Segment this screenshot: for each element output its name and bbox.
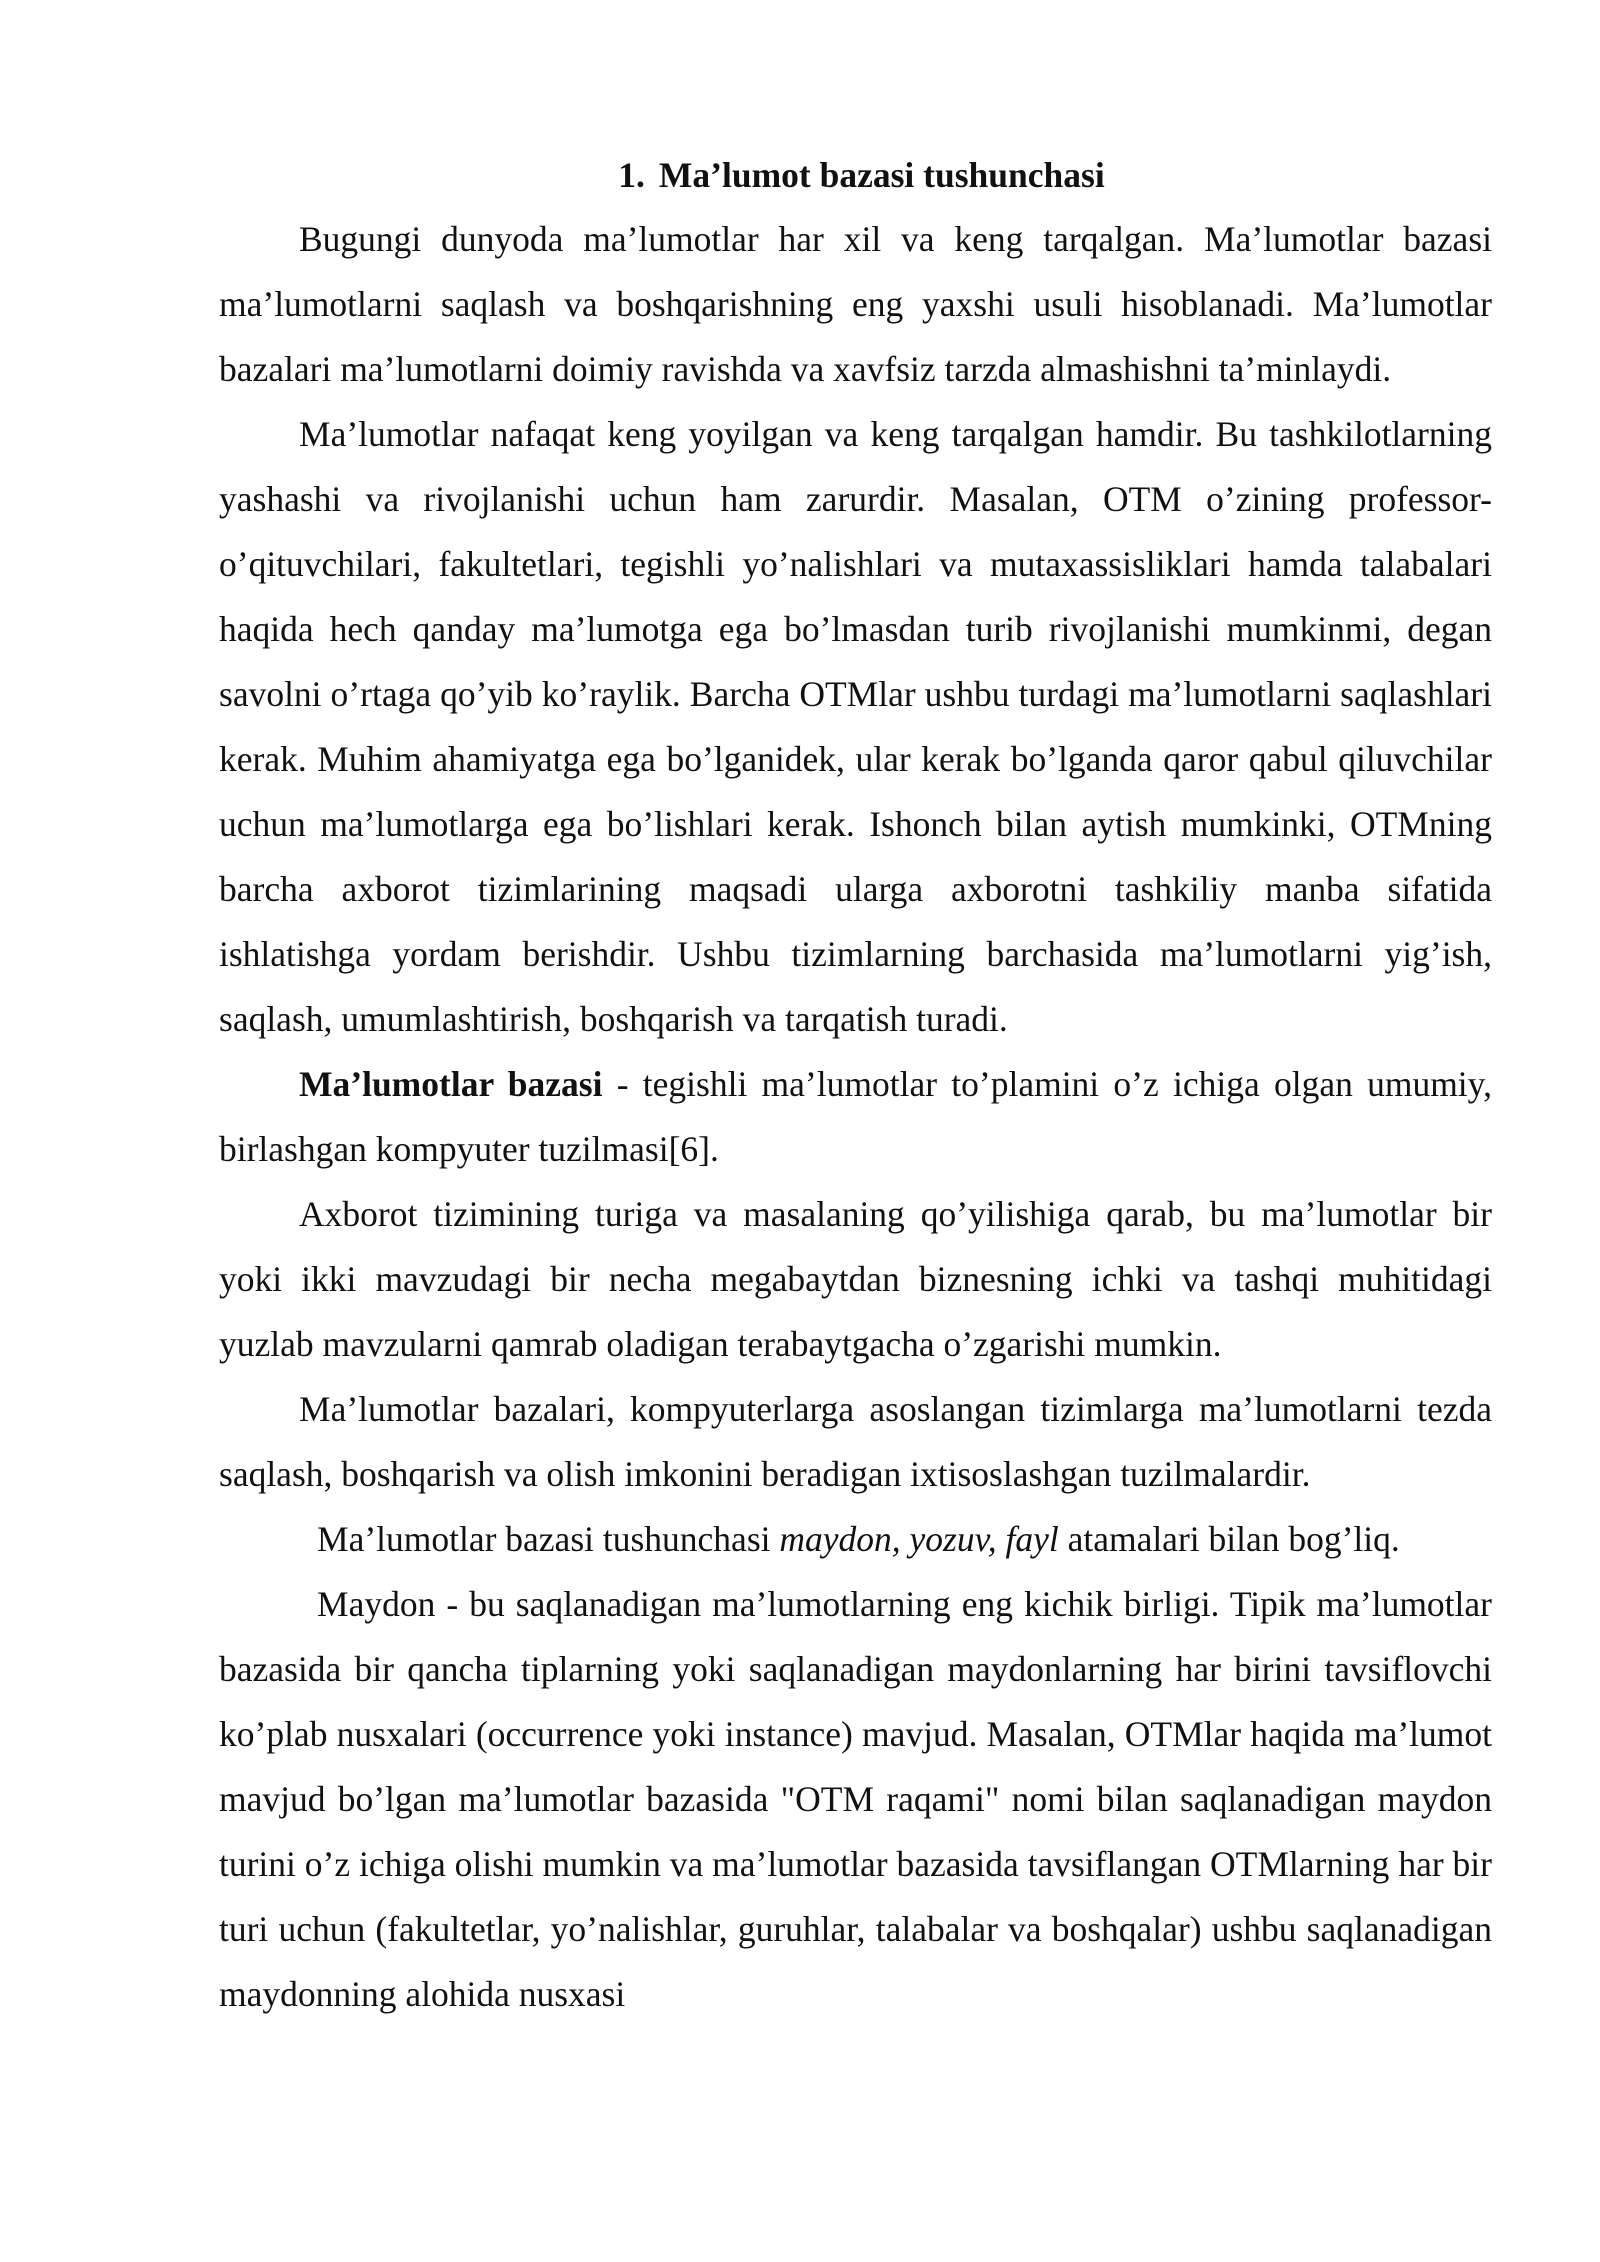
paragraph-field: Maydon - bu saqlanadigan ma’lumotlarning eng kichik birligi. Tipik ma’lumotlar bazasida bir qancha tiplarning yoki saqlanadigan maydonlarning har birini tavsiflovchi ko’plab nusxalari (occurrence yoki instance) mavjud. Masalan, OTMlar haqida ma’lumot mavjud bo’lgan ma’lumotlar bazasida "OTM raqami" nomi bilan saqlanadigan maydon turini o’z ichiga olishi mumkin va ma’lumotlar bazasida tavsiflangan OTMlarning har bir turi uchun (fakultetlar, yo’nalishlar, guruhlar, talabalar va boshqalar) ushbu saqlanadigan maydonning alohida nusxasi (219, 1584, 1492, 2014)
definition-term: Ma’lumotlar bazasi (299, 1064, 603, 1104)
paragraph-intro: Bugungi dunyoda ma’lumotlar har xil va keng tarqalgan. Ma’lumotlar bazasi ma’lumotlarni saqlash va boshqarishning eng yaxshi usuli hisoblanadi. Ma’lumotlar bazalari ma’lumotlarni doimiy ravishda va xavfsiz tarzda almashishni ta’minlaydi. (219, 219, 1492, 389)
paragraph-terms (219, 1507, 1492, 1572)
terms-italic: maydon, yozuv, fayl (779, 1519, 1059, 1559)
paragraph-definition (219, 1052, 1492, 1182)
section-heading (219, 147, 1492, 207)
paragraph-importance: Ma’lumotlar nafaqat keng yoyilgan va keng tarqalgan hamdir. Bu tashkilotlarning yashashi va rivojlanishi uchun ham zarurdir. Masalan, OTM o’zining professor-o’qituvchilari, fakultetlari, tegishli yo’nalishlari va mutaxassisliklari hamda talabalari haqida hech qanday ma’lumotga ega bo’lmasdan turib rivojlanishi mumkinmi, degan savolni o’rtaga qo’yib ko’raylik. Barcha OTMlar ushbu turdagi ma’lumotlarni saqlashlari kerak. Muhim ahamiyatga ega bo’lganidek, ular kerak bo’lganda qaror qabul qiluvchilar uchun ma’lumotlarga ega bo’lishlari kerak. Ishonch bilan aytish mumkinki, OTMning barcha axborot tizimlarining maqsadi ularga axborotni tashkiliy manba sifatida ishlatishga yordam berishdir. Ushbu tizimlarning barchasida ma’lumotlarni yig’ish, saqlash, umumlashtirish, boshqarish va tarqatish turadi. (219, 414, 1492, 1039)
section-number: 1. (618, 155, 645, 195)
section-title: Ma’lumot bazasi tushunchasi (658, 155, 1105, 195)
terms-text-after: atamalari bilan bog’liq. (1058, 1519, 1400, 1559)
paragraph-structures: Ma’lumotlar bazalari, kompyuterlarga asoslangan tizimlarga ma’lumotlarni tezda saqlash, boshqarish va olish imkonini beradigan ixtisoslashgan tuzilmalardir. (219, 1389, 1492, 1494)
paragraph-size: Axborot tizimining turiga va masalaning qo’yilishiga qarab, bu ma’lumotlar bir yoki ikki mavzudagi bir necha megabaytdan biznesning ichki va tashqi muhitidagi yuzlab mavzularni qamrab oladigan terabaytgacha o’zgarishi mumkin. (219, 1194, 1492, 1364)
terms-text-before: Ma’lumotlar bazasi tushunchasi (317, 1519, 780, 1559)
definition-text: - tegishli ma’lumotlar to’plamini o’z ichiga olgan umumiy, birlashgan kompyuter tuzilmasi[6]. (219, 1064, 1492, 1169)
document-page (219, 147, 1492, 2027)
